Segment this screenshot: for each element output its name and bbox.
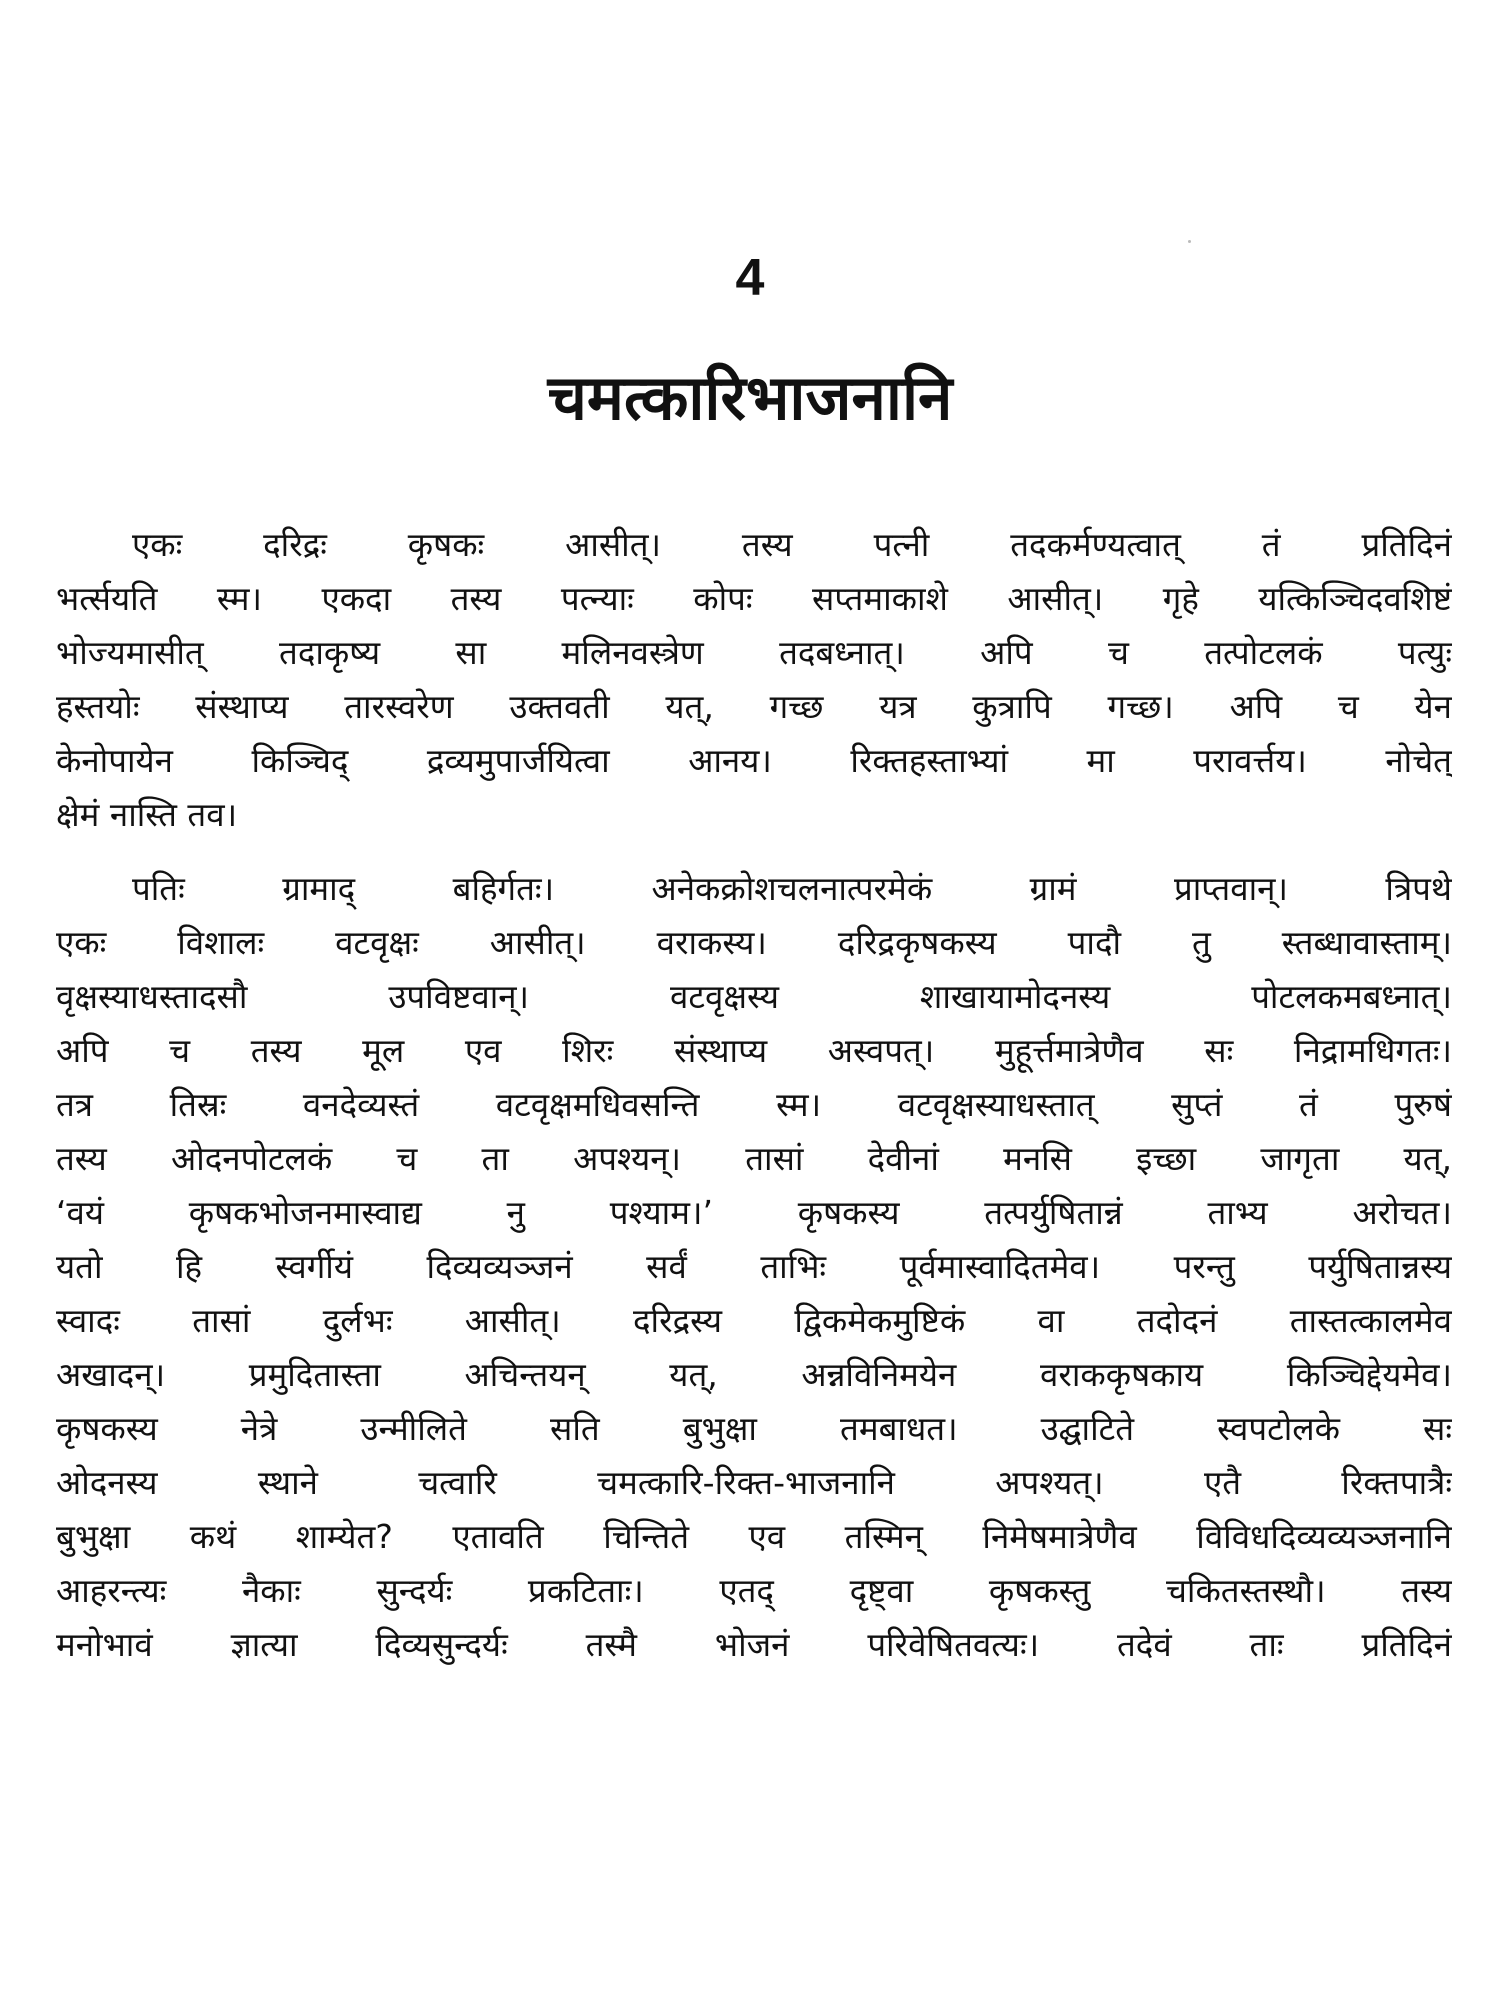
text-line: ओदनस्य स्थाने चत्वारि चमत्कारि-रिक्त-भाजनानि अपश्यत्। एतै रिक्तपात्रैः [56, 1463, 1452, 1502]
text-line: एकः विशालः वटवृक्षः आसीत्। वराकस्य। दरिद्रकृषकस्य पादौ तु स्तब्धावास्ताम्। [56, 923, 1452, 962]
paragraph-2 [56, 862, 1452, 1672]
text-line: यतो हि स्वर्गीयं दिव्यव्यञ्जनं सर्वं ताभिः पूर्वमास्वादितमेव। परन्तु पर्युषितान्नस्य [56, 1247, 1452, 1286]
body-text [56, 518, 1452, 1692]
text-line: केनोपायेन किञ्चिद् द्रव्यमुपार्जयित्वा आनय। रिक्तहस्ताभ्यां मा परावर्त्तय। नोचेत् [56, 741, 1452, 780]
scan-speck [1188, 240, 1191, 243]
text-line: आहरन्त्यः नैकाः सुन्दर्यः प्रकटिताः। एतद् दृष्ट्वा कृषकस्तु चकितस्तस्थौ। तस्य [56, 1571, 1452, 1610]
text-line: अखादन्। प्रमुदितास्ता अचिन्तयन् यत्, अन्नविनिमयेन वराककृषकाय किञ्चिद्देयमेव। [56, 1355, 1452, 1394]
text-line: ‘वयं कृषकभोजनमास्वाद्य नु पश्याम।’ कृषकस्य तत्पर्युषितान्नं ताभ्य अरोचत। [56, 1193, 1452, 1232]
text-line: हस्तयोः संस्थाप्य तारस्वरेण उक्तवती यत्, गच्छ यत्र कुत्रापि गच्छ। अपि च येन [56, 687, 1452, 726]
text-line: भर्त्सयति स्म। एकदा तस्य पत्न्याः कोपः सप्तमाकाशे आसीत्। गृहे यत्किञ्चिदवशिष्टं [56, 579, 1452, 618]
text-line: पतिः ग्रामाद् बहिर्गतः। अनेकक्रोशचलनात्परमेकं ग्रामं प्राप्तवान्। त्रिपथे [132, 869, 1452, 908]
text-line: तत्र तिस्रः वनदेव्यस्तं वटवृक्षमधिवसन्ति स्म। वटवृक्षस्याधस्तात् सुप्तं तं पुरुषं [56, 1085, 1452, 1124]
chapter-number: 4 [735, 249, 765, 307]
text-line: अपि च तस्य मूल एव शिरः संस्थाप्य अस्वपत्। मुहूर्त्तमात्रेणैव सः निद्रामधिगतः। [56, 1031, 1452, 1070]
text-line: भोज्यमासीत् तदाकृष्य सा मलिनवस्त्रेण तदबध्नात्। अपि च तत्पोटलकं पत्युः [56, 633, 1452, 672]
paragraph-1 [56, 518, 1452, 842]
text-line: तस्य ओदनपोटलकं च ता अपश्यन्। तासां देवीनां मनसि इच्छा जागृता यत्, [56, 1139, 1452, 1178]
text-line: स्वादः तासां दुर्लभः आसीत्। दरिद्रस्य द्विकमेकमुष्टिकं वा तदोदनं तास्तत्कालमेव [56, 1301, 1452, 1340]
text-line: एकः दरिद्रः कृषकः आसीत्। तस्य पत्नी तदकर्मण्यत्वात् तं प्रतिदिनं [132, 525, 1452, 564]
text-line: वृक्षस्याधस्तादसौ उपविष्टवान्। वटवृक्षस्य शाखायामोदनस्य पोटलकमबध्नात्। [56, 977, 1452, 1016]
text-line: क्षेमं नास्ति तव। [56, 795, 238, 834]
text-line: कृषकस्य नेत्रे उन्मीलिते सति बुभुक्षा तमबाधत। उद्घाटिते स्वपटोलके सः [56, 1409, 1452, 1448]
chapter-title: चमत्कारिभाजनानि [547, 361, 953, 434]
text-line: मनोभावं ज्ञात्या दिव्यसुन्दर्यः तस्मै भोजनं परिवेषितवत्यः। तदेवं ताः प्रतिदिनं [56, 1625, 1452, 1664]
text-line: बुभुक्षा कथं शाम्येत? एतावति चिन्तिते एव तस्मिन् निमेषमात्रेणैव विविधदिव्यव्यञ्जनानि [56, 1517, 1452, 1556]
